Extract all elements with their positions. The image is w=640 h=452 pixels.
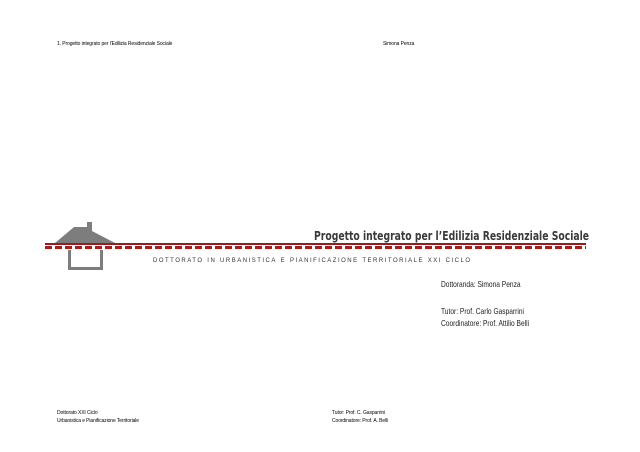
tutor-text: Tutor: Prof. Carlo Gasparrini: [441, 306, 525, 316]
footer-right-line1: Tutor: Prof. C. Gasparrini: [332, 410, 386, 416]
header-left-text: 1. Progetto integrato per l'Edilizia Residenziale Sociale: [57, 41, 173, 47]
footer-right: [332, 409, 388, 425]
header-right-text: Simona Penza: [383, 41, 415, 47]
footer-left-line2: Urbanistica e Pianificazione Territoriale: [57, 418, 139, 424]
dottoranda-text: Dottoranda: Simona Penza: [441, 279, 521, 289]
page-title: Progetto integrato per l’Edilizia Residenziale Sociale: [314, 228, 590, 243]
footer-left-line1: Dottorato XXI Ciclo: [57, 410, 98, 416]
footer-right-line2: Coordinatore: Prof. A. Belli: [332, 418, 389, 424]
footer-left: [57, 409, 139, 425]
title-underline: [45, 243, 586, 249]
coordinatore-text: Coordinatore: Prof. Attilio Belli: [441, 318, 530, 328]
doctorate-subtitle: dottorato in urbanistica e pianificazione territoriale xxi ciclo: [153, 255, 472, 264]
